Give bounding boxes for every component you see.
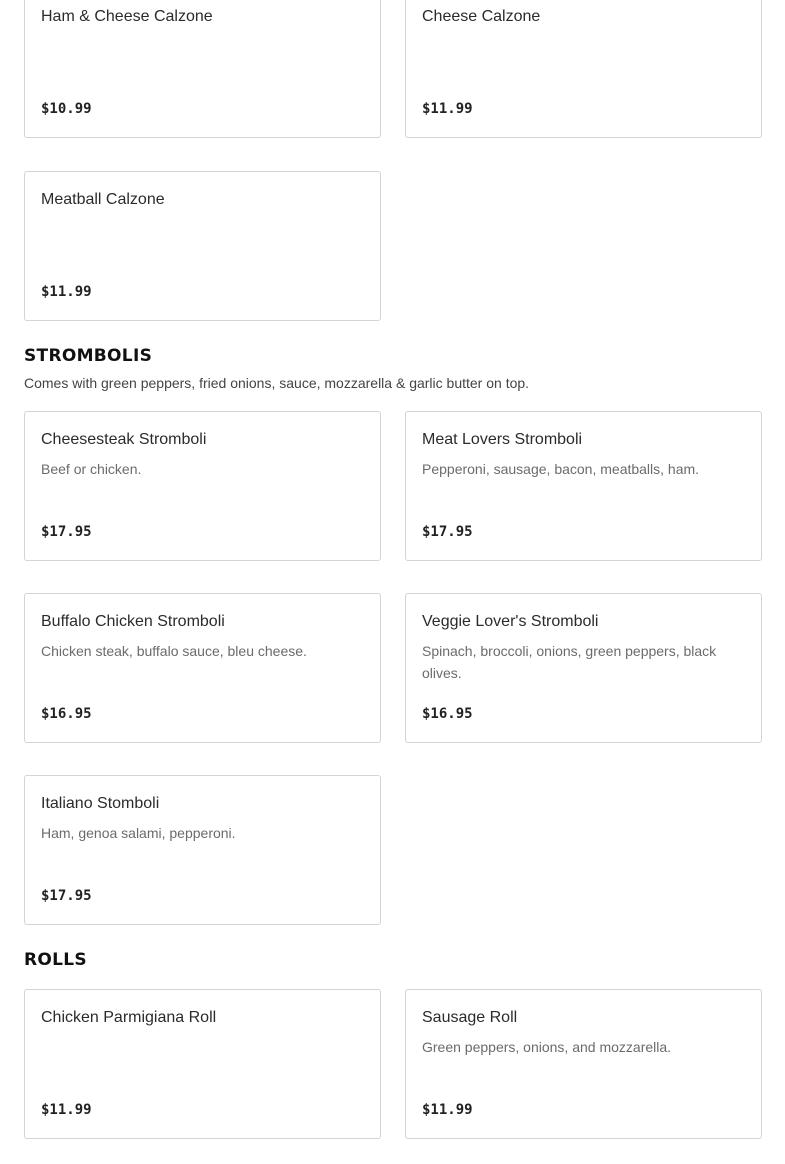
menu-item-card[interactable] <box>24 411 381 561</box>
menu-item-price: $10.99 <box>41 101 92 117</box>
menu-item-card[interactable] <box>24 775 381 925</box>
menu-item-description: Green peppers, onions, and mozzarella. <box>422 1039 672 1055</box>
menu-item-price: $11.99 <box>41 1102 92 1118</box>
section-title-rolls: ROLLS <box>24 950 87 970</box>
menu-item-description: Spinach, broccoli, onions, green peppers, black olives. <box>422 643 717 681</box>
menu-item-description: Chicken steak, buffalo sauce, bleu cheese. <box>41 643 307 659</box>
menu-item-card[interactable] <box>405 989 762 1139</box>
menu-item-name: Ham & Cheese Calzone <box>41 8 213 25</box>
section-title-strombolis: STROMBOLIS <box>24 346 153 366</box>
menu-item-card[interactable] <box>405 593 762 743</box>
menu-item-name: Meatball Calzone <box>41 191 165 208</box>
menu-item-price: $16.95 <box>422 706 473 722</box>
menu-item-price: $16.95 <box>41 706 92 722</box>
menu-item-price: $17.95 <box>41 524 92 540</box>
menu-item-description: Ham, genoa salami, pepperoni. <box>41 825 236 841</box>
menu-item-card[interactable] <box>405 0 762 138</box>
menu-item-price: $11.99 <box>422 101 473 117</box>
menu-item-name: Italiano Stomboli <box>41 795 160 812</box>
section-description: Comes with green peppers, fried onions, sauce, mozzarella & garlic butter on top. <box>24 375 530 391</box>
menu-item-price: $17.95 <box>41 888 92 904</box>
menu-item-price: $11.99 <box>41 284 92 300</box>
menu-item-price: $11.99 <box>422 1102 473 1118</box>
menu-item-name: Veggie Lover's Stromboli <box>422 613 599 630</box>
menu-item-card[interactable] <box>24 989 381 1139</box>
menu-item-card[interactable] <box>405 411 762 561</box>
menu-item-name: Meat Lovers Stromboli <box>422 431 583 448</box>
menu-item-name: Sausage Roll <box>422 1009 518 1026</box>
menu-item-description: Beef or chicken. <box>41 461 142 477</box>
menu-item-name: Buffalo Chicken Stromboli <box>41 613 225 630</box>
menu-item-price: $17.95 <box>422 524 473 540</box>
menu-item-description: Pepperoni, sausage, bacon, meatballs, ham. <box>422 461 700 477</box>
menu-item-name: Cheese Calzone <box>422 8 541 25</box>
menu-item-name: Chicken Parmigiana Roll <box>41 1009 217 1026</box>
menu-item-card[interactable] <box>24 593 381 743</box>
menu-item-card[interactable] <box>24 171 381 321</box>
menu-item-card[interactable] <box>24 0 381 138</box>
menu-item-name: Cheesesteak Stromboli <box>41 431 207 448</box>
